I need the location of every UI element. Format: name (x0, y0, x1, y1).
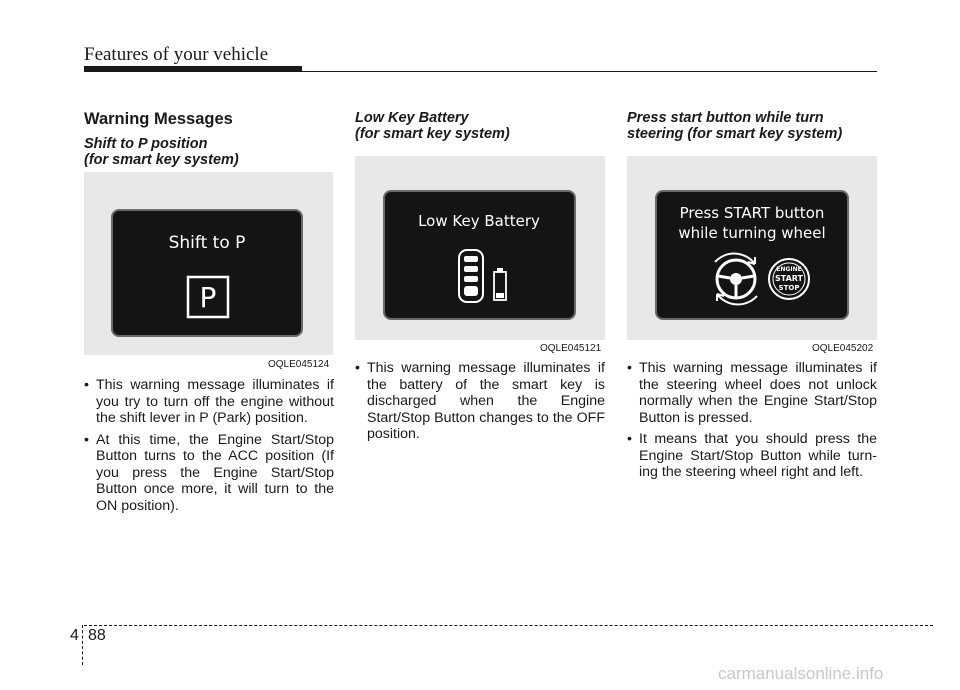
shift-to-p-display (113, 211, 301, 335)
engine-start-stop-button-icon (769, 259, 809, 299)
steering-wheel-icon (715, 254, 757, 305)
button-text: STOP (778, 284, 800, 292)
smart-key-icon (459, 250, 483, 302)
bullet-item: • At this time, the Engine Start/Stop Button turns to the ACC position (If you press the Engine Start/Stop Button once more, it will turn to the ON position). (84, 432, 334, 515)
figure-code: OQLE045202 (812, 343, 874, 354)
bullet-list (84, 377, 334, 519)
page-number: 88 (88, 627, 106, 644)
figure-code: OQLE045121 (540, 343, 602, 354)
battery-icon (494, 268, 506, 300)
subtitle-line: Shift to P position (84, 136, 208, 152)
press-start-display (657, 192, 847, 318)
figure-code: OQLE045124 (268, 359, 330, 370)
bullet-list (627, 360, 877, 486)
bullet-list (355, 360, 605, 448)
footer-divider (82, 625, 83, 665)
bullet-item: • It means that you should press the Engine Start/Stop Button while turn-ing the steering wheel right and left. (627, 431, 877, 481)
screen-text: Shift to P (168, 233, 246, 253)
section-title: Warning Messages (84, 110, 233, 128)
column-shift-to-p (84, 110, 334, 168)
bullet-item: • This warning message illuminates if the battery of the smart key is discharged when the Engine Start/Stop Button changes to the OFF position. (355, 360, 605, 443)
subtitle-line: Low Key Battery (355, 110, 469, 126)
column-press-start-button (627, 110, 877, 142)
subtitle-line: (for smart key system) (84, 152, 239, 168)
cluster-screen (111, 209, 303, 337)
column-low-key-battery (355, 110, 605, 142)
screen-text-line: Press START button (679, 204, 825, 222)
screen-text: Low Key Battery (418, 212, 540, 230)
chapter-number: 4 (70, 627, 79, 644)
header-rule-thick (84, 66, 302, 72)
figure-press-start-button (627, 156, 877, 340)
bullet-item: • This warning message illuminates if the steering wheel does not unlock normally when the Engine Start/Stop Button is pressed. (627, 360, 877, 426)
subtitle-line: steering (for smart key system) (627, 126, 843, 142)
watermark: carmanualsonline.info (718, 664, 884, 683)
button-text: START (774, 274, 804, 283)
cluster-screen (655, 190, 849, 320)
figure-low-key-battery (355, 156, 605, 340)
cluster-screen (383, 190, 576, 320)
figure-shift-to-p (84, 172, 333, 355)
low-key-battery-display (385, 192, 574, 318)
bullet-item: • This warning message illuminates if you try to turn off the engine without the shift lever in P (Park) position. (84, 377, 334, 427)
subtitle-line: Press start button while turn (627, 110, 824, 126)
p-symbol: P (199, 281, 217, 314)
subtitle-line: (for smart key system) (355, 126, 510, 142)
button-text: ENGINE (776, 266, 802, 273)
footer-rule (84, 625, 933, 626)
screen-text-line: while turning wheel (678, 224, 826, 242)
header-title: Features of your vehicle (84, 44, 269, 65)
header-rule-thin (300, 71, 877, 72)
